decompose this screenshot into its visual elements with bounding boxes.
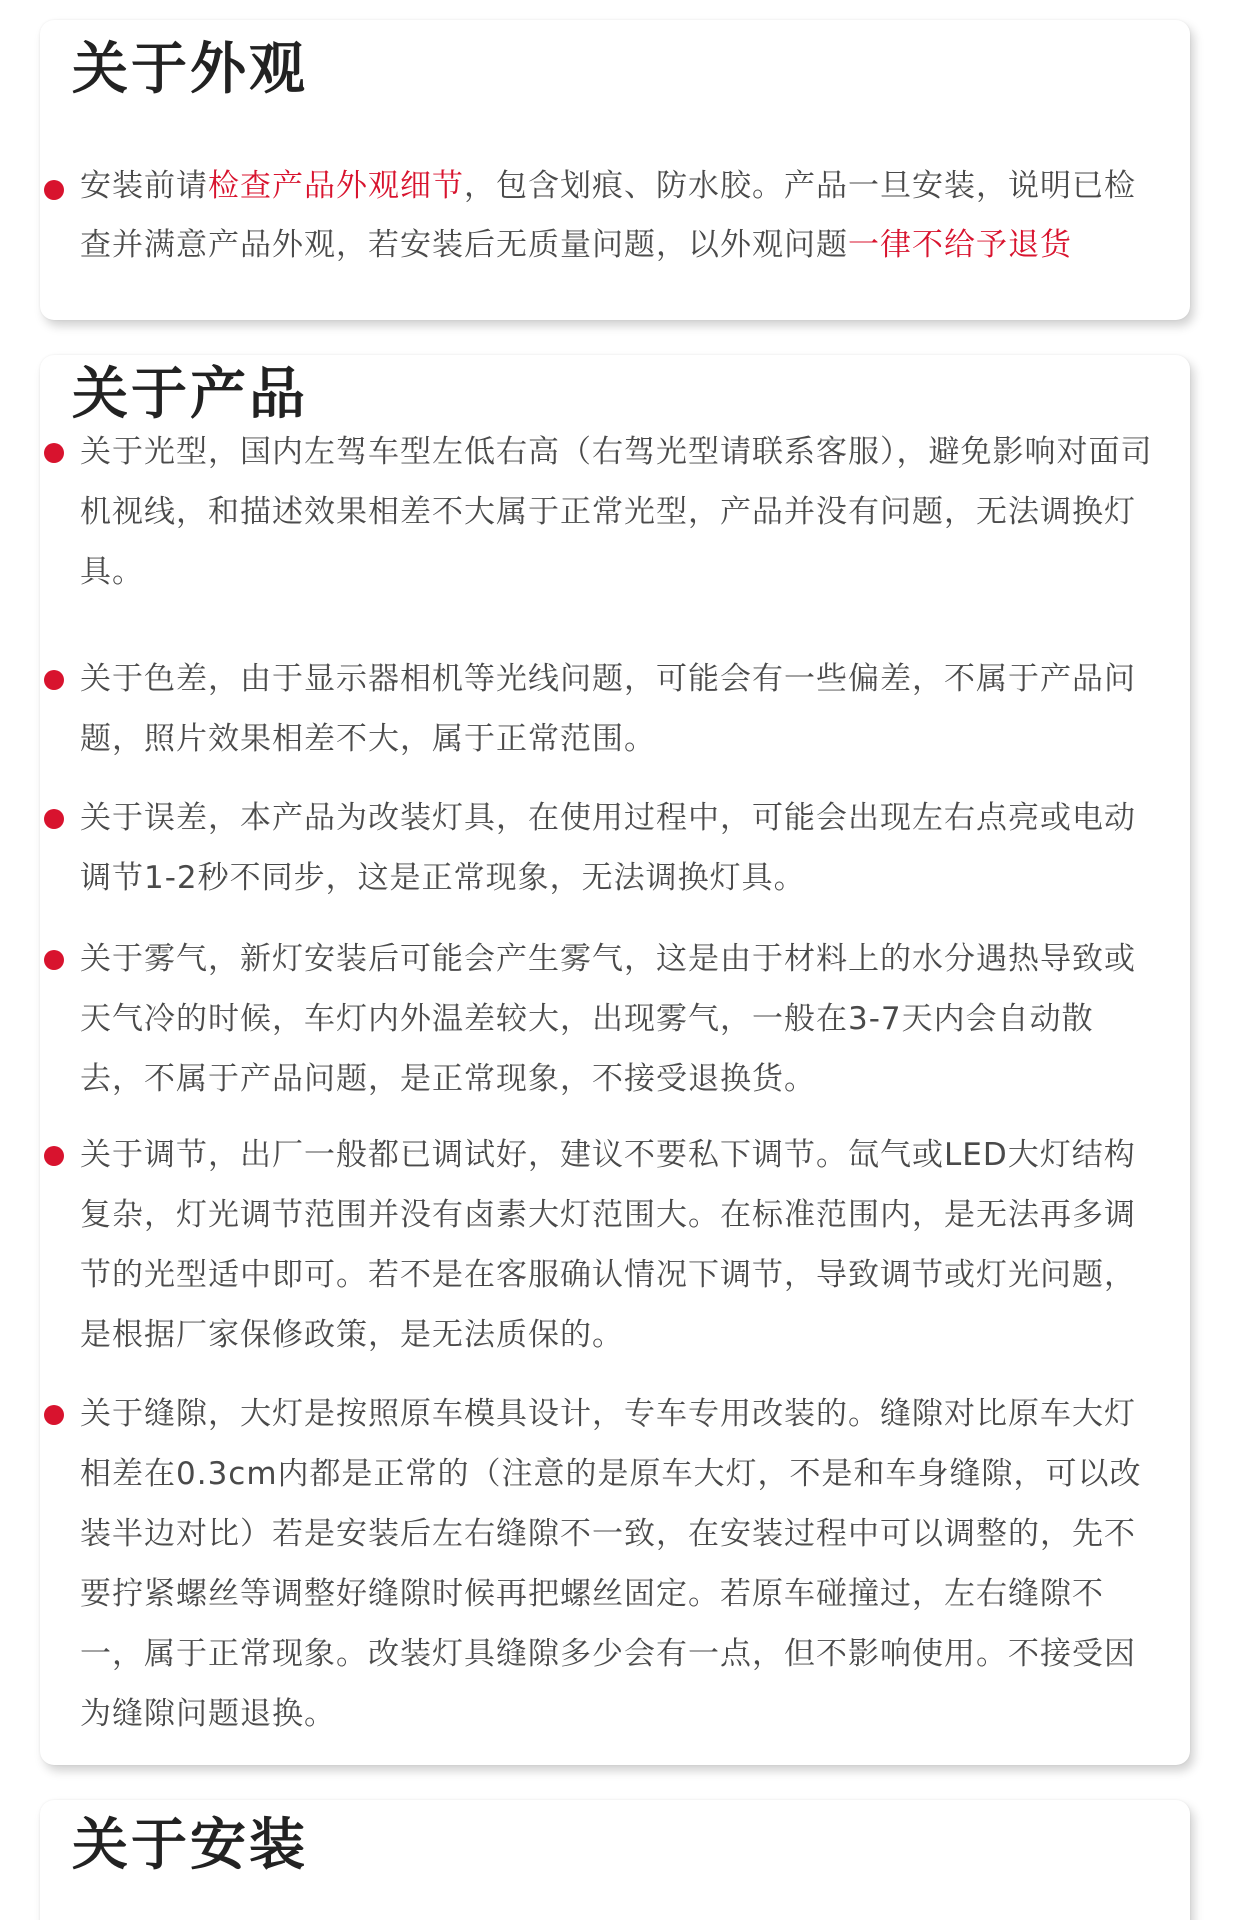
color-difference-text: 关于色差，由于显示器相机等光线问题，可能会有一些偏差，不属于产品问题，照片效果相差不大，属于正常范围。 — [80, 661, 1136, 757]
text-segment: 安装前请 — [80, 168, 208, 204]
appearance-bullet-text — [80, 157, 1155, 275]
gap-text: 关于缝隙，大灯是按照原车模具设计，专车专用改装的。缝隙对比原车大灯相差在0.3cm内都是正常的（注意的是原车大灯，不是和车身缝隙，可以改装半边对比）若是安装后左右缝隙不一致，在安装过程中可以调整的，先不要拧紧螺丝等调整好缝隙时候再把螺丝固定。若原车碰撞过，左右缝隙不一，属于正常现象。改装灯具缝隙多少会有一点，但不影响使用。不接受因为缝隙问题退换。 — [80, 1396, 1142, 1732]
text-segment: ，包含划痕、防水胶。产品一旦安装，说明已检查并满意产品外观，若安装后无质量问题，以外观问题 — [80, 168, 1136, 263]
bullet-dot-icon — [44, 180, 64, 200]
bullet-dot-icon — [44, 670, 64, 690]
installation-card — [40, 1800, 1190, 1920]
bullet-dot-icon — [44, 1405, 64, 1425]
bullet-dot-icon — [44, 809, 64, 829]
adjustment-text: 关于调节，出厂一般都已调试好，建议不要私下调节。氙气或LED大灯结构复杂，灯光调节范围并没有卤素大灯范围大。在标准范围内，是无法再多调节的光型适中即可。若不是在客服确认情况下调节，导致调节或灯光问题，是根据厂家保修政策，是无法质保的。 — [80, 1137, 1136, 1353]
bullet-dot-icon — [44, 443, 64, 463]
fog-text: 关于雾气，新灯安装后可能会产生雾气，这是由于材料上的水分遇热导致或天气冷的时候，车灯内外温差较大，出现雾气，一般在3-7天内会自动散去，不属于产品问题，是正常现象，不接受退换货。 — [80, 941, 1136, 1097]
error-text: 关于误差，本产品为改装灯具，在使用过程中，可能会出现左右点亮或电动调节1-2秒不同步，这是正常现象，无法调换灯具。 — [80, 800, 1136, 896]
bullet-dot-icon — [44, 950, 64, 970]
installation-heading: 关于安装 — [72, 1813, 308, 1878]
bullet-dot-icon — [44, 1146, 64, 1166]
light-pattern-text: 关于光型，国内左驾车型左低右高（右驾光型请联系客服），避免影响对面司机视线，和描述效果相差不大属于正常光型，产品并没有问题，无法调换灯具。 — [80, 434, 1153, 590]
highlight-check-appearance: 检查产品外观细节 — [208, 168, 464, 204]
product-heading: 关于产品 — [72, 362, 308, 427]
appearance-heading: 关于外观 — [72, 37, 308, 102]
highlight-no-return: 一律不给予退货 — [848, 227, 1072, 263]
product-card — [40, 355, 1190, 1765]
appearance-card — [40, 20, 1190, 320]
